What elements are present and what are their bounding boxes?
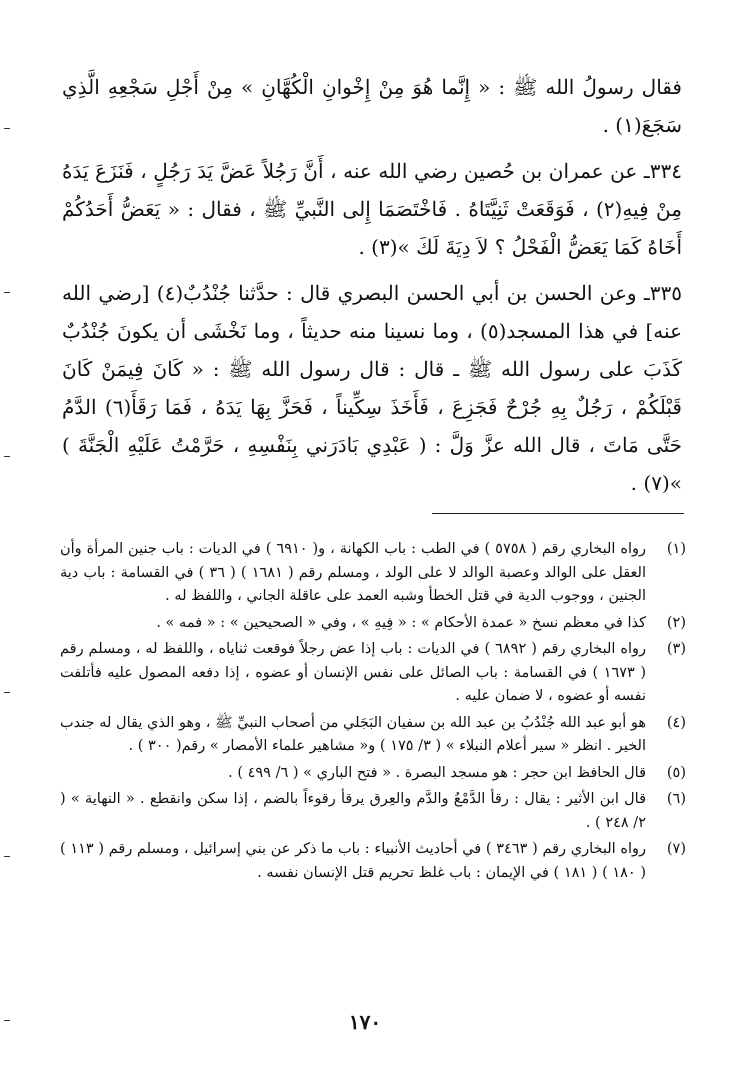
footnote-2 — [60, 612, 686, 636]
footnote-3 — [60, 638, 686, 709]
footnote-number: (١) — [666, 541, 686, 557]
footnote-number: (٥) — [666, 764, 686, 781]
footnote-text: قال الحافظ ابن حجر : هو مسجد البصرة . « فتح الباري » ( ٦/ ٤٩٩ ) . — [228, 764, 646, 781]
footnote-4 — [60, 712, 686, 759]
margin-mark — [4, 292, 10, 293]
margin-mark — [4, 856, 10, 857]
margin-mark — [4, 692, 10, 693]
hadith-334: ٣٣٤ـ عن عمران بن حُصين رضي الله عنه ، أَنَّ رَجُلاً عَضَّ يَدَ رَجُلٍ ، فَنَزَعَ يَدَهُ مِنْ فِيهِ(٢) ، فَوَقَعَتْ ثَنِيَّتَاهُ . فَاخْتَصَمَا إِلى النَّبيِّ ﷺ ، فقال : « يَعَضُّ أَحَدُكُمْ أَخَاهُ كَمَا يَعَضُّ الْفَحْلُ ؟ لاَ دِيَةَ لَكَ »(٣) . — [62, 159, 682, 259]
footnotes — [60, 538, 686, 888]
footnote-number: (٦) — [666, 791, 686, 807]
footnote-number: (٧) — [666, 841, 686, 857]
footnote-5 — [60, 762, 686, 786]
page-number: ١٧٠ — [348, 1010, 382, 1034]
footnote-7 — [60, 838, 686, 885]
footnote-number: (٤) — [666, 714, 686, 731]
footnote-number: (٣) — [666, 641, 686, 657]
main-text — [62, 68, 682, 510]
footnote-text: كذا في معظم نسخ « عمدة الأحكام » : « فِيهِ » ، وفي « الصحيحين » : « فمه » . — [156, 614, 646, 631]
margin-mark — [4, 456, 10, 457]
footnote-text: هو أبو عبد الله جُنْدُبُ بن عبد الله بن سفيان البَجَلي من أصحاب النبيِّ ﷺ ، وهو الذي يقال له جندب الخير . انظر « سير أعلام النبلاء » ( ٣/ ١٧٥ ) و« مشاهير علماء الأمصار » رقم( ٣٠٠ ) . — [60, 714, 646, 754]
paragraph-1: فقال رسولُ الله ﷺ : « إِنَّما هُوَ مِنْ إِخْوانِ الْكُهَّانِ » مِنْ أَجْلِ سَجْعِهِ الَّذِي سَجَعَ(١) . — [62, 75, 682, 137]
footnote-text: رواه البخاري رقم ( ٥٧٥٨ ) في الطب : باب الكهانة ، و( ٦٩١٠ ) في الديات : باب جنين المرأة وأن العقل على الوالد وعصبة الوالد لا على الولد ، ومسلم رقم ( ١٦٨١ ) ( ٣٦ ) في القسامة : باب دية الجنين ، ووجوب الدية في قتل الخطأ وشبه العمد على عاقلة الجاني ، واللفظ له . — [60, 541, 646, 604]
footnote-number: (٢) — [666, 614, 686, 631]
footnote-6 — [60, 788, 686, 835]
footnote-text: قال ابن الأثير : يقال : رقأ الدَّمْعُ والدَّم والعِرق يرقأ رقوءاً بالضم ، إذا سكن وانقطع . « النهاية » ( ٢/ ٢٤٨ ) . — [60, 791, 646, 831]
hadith-335: ٣٣٥ـ وعن الحسن بن أبي الحسن البصري قال : حدَّثنا جُنْدُبٌ(٤) [رضي الله عنه] في هذا المسجد(٥) ، وما نسينا منه حديثاً ، وما نَخْشَى أن يكونَ جُنْدُبٌ كَذَبَ على رسول الله ﷺ ـ قال : قال رسول الله ﷺ : « كَانَ فِيمَنْ كَانَ قَبْلَكُمْ ، رَجُلٌ بِهِ جُرْحٌ فَجَزِعَ ، فَأَخَذَ سِكِّيناً ، فَحَزَّ بِهَا يَدَهُ ، فَمَا رَقَأَ(٦) الدَّمُ حَتَّى مَاتَ ، قال الله عزَّ وَلَّ : ( عَبْدِي بَادَرَني بِنَفْسِهِ ، حَرَّمْتُ عَلَيْهِ الْجَنَّةَ ) »(٧) . — [62, 281, 683, 495]
footnote-divider — [432, 513, 684, 514]
footnote-text: رواه البخاري رقم ( ٦٨٩٢ ) في الديات : باب إذا عض رجلاً فوقعت ثناياه ، واللفظ له ، ومسلم رقم ( ١٦٧٣ ) في القسامة : باب الصائل على نفس الإنسان أو عضوه ، إذا دفعه المصول عليه فأتلفت نفسه أو عضوه ، لا ضمان عليه . — [60, 641, 646, 704]
margin-mark — [4, 128, 10, 129]
footnote-text: رواه البخاري رقم ( ٣٤٦٣ ) في أحاديث الأنبياء : باب ما ذكر عن بني إسرائيل ، ومسلم رقم ( ١١٣ ) ( ١٨٠ ) ( ١٨١ ) في الإيمان : باب غلظ تحريم قتل الإنسان نفسه . — [60, 841, 646, 881]
footnote-1 — [60, 538, 686, 609]
